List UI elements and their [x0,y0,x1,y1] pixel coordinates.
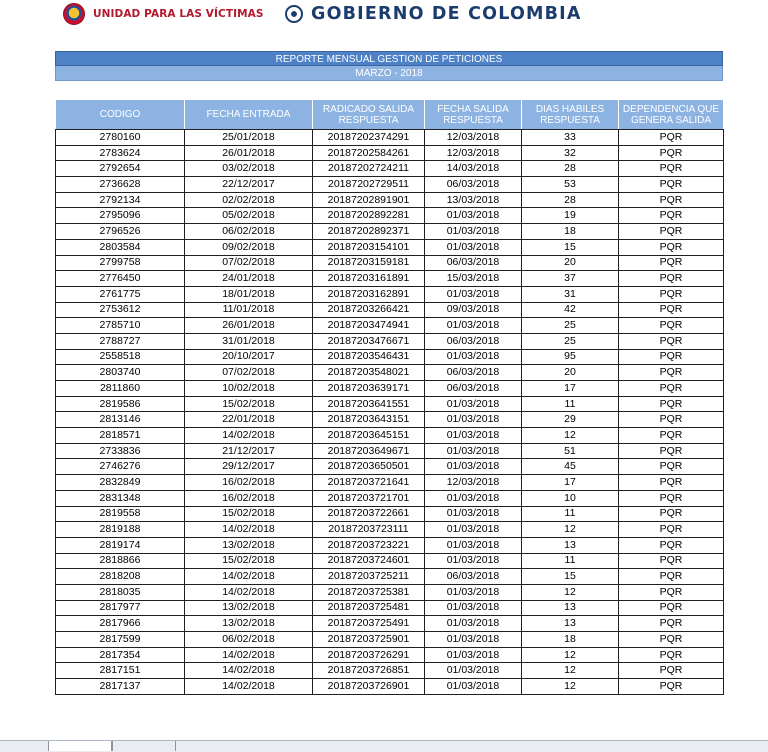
column-header-line1: DEPENDENCIA QUE [622,103,720,115]
table-row [56,333,724,349]
radicado-salida-cell: 20187203639171 [313,381,425,397]
dias-habiles-cell: 20 [522,365,619,381]
fecha-salida-cell: 01/03/2018 [425,412,522,428]
fecha-salida-cell: 06/03/2018 [425,333,522,349]
column-header-line2: GENERA SALIDA [630,114,712,126]
codigo-cell: 2558518 [56,349,185,365]
codigo-cell: 2818035 [56,584,185,600]
requests-table [55,99,724,695]
dependencia-cell: PQR [619,506,724,522]
table-row [56,349,724,365]
fecha-entrada-cell: 10/02/2018 [185,381,313,397]
codigo-cell: 2831348 [56,490,185,506]
dias-habiles-cell: 25 [522,318,619,334]
radicado-salida-cell: 20187202374291 [313,130,425,146]
fecha-salida-cell: 14/03/2018 [425,161,522,177]
column-header [619,100,724,130]
fecha-salida-cell: 12/03/2018 [425,475,522,491]
dependencia-cell: PQR [619,161,724,177]
radicado-salida-cell: 20187203650501 [313,459,425,475]
column-header-line1: DIAS HABILES [535,103,605,115]
fecha-salida-cell: 01/03/2018 [425,490,522,506]
dependencia-cell: PQR [619,302,724,318]
dias-habiles-cell: 13 [522,616,619,632]
fecha-entrada-cell: 29/12/2017 [185,459,313,475]
radicado-salida-cell: 20187203649671 [313,443,425,459]
dependencia-cell: PQR [619,208,724,224]
radicado-salida-cell: 20187203266421 [313,302,425,318]
dependencia-cell: PQR [619,569,724,585]
table-row [56,271,724,287]
radicado-salida-cell: 20187203725481 [313,600,425,616]
radicado-salida-cell: 20187203725491 [313,616,425,632]
fecha-salida-cell: 06/03/2018 [425,381,522,397]
dependencia-cell: PQR [619,537,724,553]
fecha-entrada-cell: 20/10/2017 [185,349,313,365]
fecha-salida-cell: 01/03/2018 [425,286,522,302]
fecha-entrada-cell: 07/02/2018 [185,255,313,271]
fecha-salida-cell: 01/03/2018 [425,396,522,412]
colombia-coat-of-arms-icon [285,5,303,23]
fecha-entrada-cell: 06/02/2018 [185,632,313,648]
dependencia-cell: PQR [619,333,724,349]
fecha-salida-cell: 13/03/2018 [425,192,522,208]
dependencia-cell: PQR [619,663,724,679]
codigo-cell: 2792654 [56,161,185,177]
dependencia-cell: PQR [619,584,724,600]
codigo-cell: 2818208 [56,569,185,585]
radicado-salida-cell: 20187203723221 [313,537,425,553]
codigo-cell: 2753612 [56,302,185,318]
radicado-salida-cell: 20187203721701 [313,490,425,506]
dependencia-cell: PQR [619,679,724,695]
dependencia-cell: PQR [619,239,724,255]
fecha-entrada-cell: 02/02/2018 [185,192,313,208]
radicado-salida-cell: 20187203722661 [313,506,425,522]
table-row [56,443,724,459]
table-row [56,239,724,255]
dias-habiles-cell: 31 [522,286,619,302]
dias-habiles-cell: 20 [522,255,619,271]
radicado-salida-cell: 20187202584261 [313,145,425,161]
table-row [56,224,724,240]
codigo-cell: 2761775 [56,286,185,302]
dependencia-cell: PQR [619,616,724,632]
table-body [56,130,724,695]
codigo-cell: 2819586 [56,396,185,412]
dependencia-cell: PQR [619,459,724,475]
radicado-salida-cell: 20187203725901 [313,632,425,648]
dias-habiles-cell: 42 [522,302,619,318]
fecha-entrada-cell: 09/02/2018 [185,239,313,255]
dias-habiles-cell: 25 [522,333,619,349]
fecha-salida-cell: 01/03/2018 [425,647,522,663]
radicado-salida-cell: 20187203476671 [313,333,425,349]
sheet-tab[interactable] [48,741,112,751]
fecha-entrada-cell: 26/01/2018 [185,318,313,334]
codigo-cell: 2819558 [56,506,185,522]
dias-habiles-cell: 29 [522,412,619,428]
dependencia-cell: PQR [619,192,724,208]
radicado-salida-cell: 20187203726291 [313,647,425,663]
radicado-salida-cell: 20187203726851 [313,663,425,679]
table-row [56,177,724,193]
fecha-entrada-cell: 03/02/2018 [185,161,313,177]
radicado-salida-cell: 20187203641551 [313,396,425,412]
fecha-entrada-cell: 05/02/2018 [185,208,313,224]
column-header-line1: FECHA ENTRADA [206,109,291,120]
dias-habiles-cell: 12 [522,522,619,538]
dias-habiles-cell: 15 [522,239,619,255]
table-row [56,632,724,648]
dias-habiles-cell: 18 [522,224,619,240]
dependencia-cell: PQR [619,145,724,161]
fecha-entrada-cell: 14/02/2018 [185,647,313,663]
dependencia-cell: PQR [619,412,724,428]
fecha-salida-cell: 01/03/2018 [425,537,522,553]
table-row [56,663,724,679]
fecha-entrada-cell: 21/12/2017 [185,443,313,459]
radicado-salida-cell: 20187203154101 [313,239,425,255]
codigo-cell: 2811860 [56,381,185,397]
dependencia-cell: PQR [619,318,724,334]
fecha-entrada-cell: 11/01/2018 [185,302,313,318]
table-row [56,130,724,146]
codigo-cell: 2818571 [56,428,185,444]
sheet-tab[interactable] [112,741,176,751]
codigo-cell: 2780160 [56,130,185,146]
dias-habiles-cell: 51 [522,443,619,459]
radicado-salida-cell: 20187203546431 [313,349,425,365]
radicado-salida-cell: 20187202891901 [313,192,425,208]
codigo-cell: 2817151 [56,663,185,679]
fecha-entrada-cell: 07/02/2018 [185,365,313,381]
dias-habiles-cell: 28 [522,161,619,177]
dias-habiles-cell: 12 [522,584,619,600]
table-row [56,396,724,412]
fecha-salida-cell: 01/03/2018 [425,506,522,522]
dias-habiles-cell: 13 [522,537,619,553]
column-header [313,100,425,130]
dependencia-cell: PQR [619,349,724,365]
header-logos [0,0,768,40]
fecha-entrada-cell: 18/01/2018 [185,286,313,302]
table-row [56,318,724,334]
dias-habiles-cell: 11 [522,506,619,522]
column-header-line2: RESPUESTA [338,114,399,126]
dependencia-cell: PQR [619,600,724,616]
fecha-entrada-cell: 22/12/2017 [185,177,313,193]
dias-habiles-cell: 28 [522,192,619,208]
dias-habiles-cell: 17 [522,381,619,397]
dias-habiles-cell: 17 [522,475,619,491]
radicado-salida-cell: 20187203162891 [313,286,425,302]
dias-habiles-cell: 15 [522,569,619,585]
fecha-entrada-cell: 14/02/2018 [185,584,313,600]
radicado-salida-cell: 20187203645151 [313,428,425,444]
dependencia-cell: PQR [619,224,724,240]
fecha-entrada-cell: 15/02/2018 [185,506,313,522]
table-row [56,161,724,177]
codigo-cell: 2817599 [56,632,185,648]
dias-habiles-cell: 37 [522,271,619,287]
table-row [56,600,724,616]
codigo-cell: 2792134 [56,192,185,208]
fecha-salida-cell: 01/03/2018 [425,443,522,459]
fecha-entrada-cell: 14/02/2018 [185,428,313,444]
dias-habiles-cell: 12 [522,679,619,695]
fecha-salida-cell: 01/03/2018 [425,318,522,334]
dias-habiles-cell: 18 [522,632,619,648]
table-row [56,208,724,224]
radicado-salida-cell: 20187202892371 [313,224,425,240]
fecha-entrada-cell: 31/01/2018 [185,333,313,349]
table-row [56,537,724,553]
column-header-line1: RADICADO SALIDA [322,103,415,115]
table-row [56,255,724,271]
dias-habiles-cell: 53 [522,177,619,193]
dias-habiles-cell: 12 [522,647,619,663]
table-row [56,365,724,381]
column-header [522,100,619,130]
codigo-cell: 2733836 [56,443,185,459]
fecha-entrada-cell: 14/02/2018 [185,569,313,585]
fecha-salida-cell: 01/03/2018 [425,632,522,648]
table-row [56,302,724,318]
dependencia-cell: PQR [619,396,724,412]
radicado-salida-cell: 20187203161891 [313,271,425,287]
report-title: REPORTE MENSUAL GESTION DE PETICIONES [55,51,723,66]
dependencia-cell: PQR [619,522,724,538]
fecha-entrada-cell: 06/02/2018 [185,224,313,240]
fecha-salida-cell: 01/03/2018 [425,553,522,569]
codigo-cell: 2832849 [56,475,185,491]
column-header [185,100,313,130]
dias-habiles-cell: 13 [522,600,619,616]
fecha-salida-cell: 06/03/2018 [425,569,522,585]
fecha-salida-cell: 01/03/2018 [425,349,522,365]
dias-habiles-cell: 10 [522,490,619,506]
codigo-cell: 2776450 [56,271,185,287]
report-period: MARZO - 2018 [55,66,723,81]
fecha-entrada-cell: 13/02/2018 [185,537,313,553]
fecha-entrada-cell: 26/01/2018 [185,145,313,161]
dias-habiles-cell: 12 [522,428,619,444]
radicado-salida-cell: 20187203159181 [313,255,425,271]
fecha-salida-cell: 06/03/2018 [425,255,522,271]
fecha-salida-cell: 01/03/2018 [425,428,522,444]
radicado-salida-cell: 20187202892281 [313,208,425,224]
dependencia-cell: PQR [619,130,724,146]
fecha-entrada-cell: 15/02/2018 [185,553,313,569]
dependencia-cell: PQR [619,381,724,397]
radicado-salida-cell: 20187202729511 [313,177,425,193]
government-logo [285,2,582,26]
dias-habiles-cell: 11 [522,553,619,569]
codigo-cell: 2819174 [56,537,185,553]
fecha-entrada-cell: 22/01/2018 [185,412,313,428]
fecha-salida-cell: 01/03/2018 [425,600,522,616]
table-row [56,286,724,302]
dias-habiles-cell: 19 [522,208,619,224]
codigo-cell: 2803584 [56,239,185,255]
dias-habiles-cell: 32 [522,145,619,161]
dependencia-cell: PQR [619,286,724,302]
dependencia-cell: PQR [619,490,724,506]
codigo-cell: 2783624 [56,145,185,161]
radicado-salida-cell: 20187203724601 [313,553,425,569]
codigo-cell: 2817354 [56,647,185,663]
codigo-cell: 2817966 [56,616,185,632]
dependencia-cell: PQR [619,443,724,459]
dias-habiles-cell: 95 [522,349,619,365]
dependencia-cell: PQR [619,553,724,569]
fecha-salida-cell: 12/03/2018 [425,145,522,161]
fecha-salida-cell: 01/03/2018 [425,522,522,538]
table-row [56,569,724,585]
radicado-salida-cell: 20187203723111 [313,522,425,538]
dependencia-cell: PQR [619,177,724,193]
fecha-salida-cell: 01/03/2018 [425,679,522,695]
victims-unit-seal-icon [63,3,85,25]
table-header-row [56,100,724,130]
dependencia-cell: PQR [619,632,724,648]
codigo-cell: 2799758 [56,255,185,271]
fecha-entrada-cell: 25/01/2018 [185,130,313,146]
codigo-cell: 2813146 [56,412,185,428]
table-row [56,679,724,695]
table-row [56,428,724,444]
codigo-cell: 2788727 [56,333,185,349]
codigo-cell: 2736628 [56,177,185,193]
table-row [56,584,724,600]
column-header-line2: RESPUESTA [443,114,503,126]
column-header [56,100,185,130]
fecha-salida-cell: 01/03/2018 [425,224,522,240]
fecha-salida-cell: 09/03/2018 [425,302,522,318]
radicado-salida-cell: 20187203725211 [313,569,425,585]
fecha-salida-cell: 12/03/2018 [425,130,522,146]
fecha-salida-cell: 01/03/2018 [425,584,522,600]
dependencia-cell: PQR [619,428,724,444]
dias-habiles-cell: 33 [522,130,619,146]
table-row [56,616,724,632]
table-row [56,553,724,569]
fecha-salida-cell: 06/03/2018 [425,177,522,193]
radicado-salida-cell: 20187202724211 [313,161,425,177]
codigo-cell: 2785710 [56,318,185,334]
dias-habiles-cell: 45 [522,459,619,475]
fecha-salida-cell: 01/03/2018 [425,663,522,679]
table-row [56,506,724,522]
table-row [56,522,724,538]
sheet-tab-bar[interactable] [0,740,768,752]
radicado-salida-cell: 20187203548021 [313,365,425,381]
fecha-salida-cell: 06/03/2018 [425,365,522,381]
dependencia-cell: PQR [619,365,724,381]
table-row [56,381,724,397]
column-header [425,100,522,130]
fecha-entrada-cell: 14/02/2018 [185,663,313,679]
fecha-salida-cell: 01/03/2018 [425,616,522,632]
codigo-cell: 2817977 [56,600,185,616]
table-row [56,475,724,491]
dias-habiles-cell: 12 [522,663,619,679]
radicado-salida-cell: 20187203643151 [313,412,425,428]
codigo-cell: 2796526 [56,224,185,240]
column-header-line2: RESPUESTA [540,114,600,126]
fecha-salida-cell: 01/03/2018 [425,208,522,224]
fecha-entrada-cell: 14/02/2018 [185,522,313,538]
codigo-cell: 2795096 [56,208,185,224]
fecha-salida-cell: 15/03/2018 [425,271,522,287]
column-header-line1: FECHA SALIDA [437,103,509,115]
radicado-salida-cell: 20187203721641 [313,475,425,491]
table-row [56,192,724,208]
codigo-cell: 2803740 [56,365,185,381]
dependencia-cell: PQR [619,271,724,287]
radicado-salida-cell: 20187203726901 [313,679,425,695]
government-logo-text: GOBIERNO DE COLOMBIA [311,4,582,24]
fecha-entrada-cell: 13/02/2018 [185,600,313,616]
table-row [56,459,724,475]
codigo-cell: 2746276 [56,459,185,475]
codigo-cell: 2819188 [56,522,185,538]
fecha-entrada-cell: 13/02/2018 [185,616,313,632]
fecha-entrada-cell: 15/02/2018 [185,396,313,412]
fecha-salida-cell: 01/03/2018 [425,239,522,255]
table-row [56,145,724,161]
dependencia-cell: PQR [619,647,724,663]
table-row [56,490,724,506]
victims-unit-logo-text: UNIDAD PARA LAS VÍCTIMAS [93,8,264,20]
fecha-salida-cell: 01/03/2018 [425,459,522,475]
radicado-salida-cell: 20187203725381 [313,584,425,600]
dependencia-cell: PQR [619,475,724,491]
victims-unit-logo [63,2,264,26]
column-header-line1: CODIGO [99,109,141,120]
codigo-cell: 2818866 [56,553,185,569]
table-row [56,412,724,428]
radicado-salida-cell: 20187203474941 [313,318,425,334]
dias-habiles-cell: 11 [522,396,619,412]
fecha-entrada-cell: 16/02/2018 [185,475,313,491]
codigo-cell: 2817137 [56,679,185,695]
table-row [56,647,724,663]
fecha-entrada-cell: 24/01/2018 [185,271,313,287]
fecha-entrada-cell: 14/02/2018 [185,679,313,695]
fecha-entrada-cell: 16/02/2018 [185,490,313,506]
dependencia-cell: PQR [619,255,724,271]
